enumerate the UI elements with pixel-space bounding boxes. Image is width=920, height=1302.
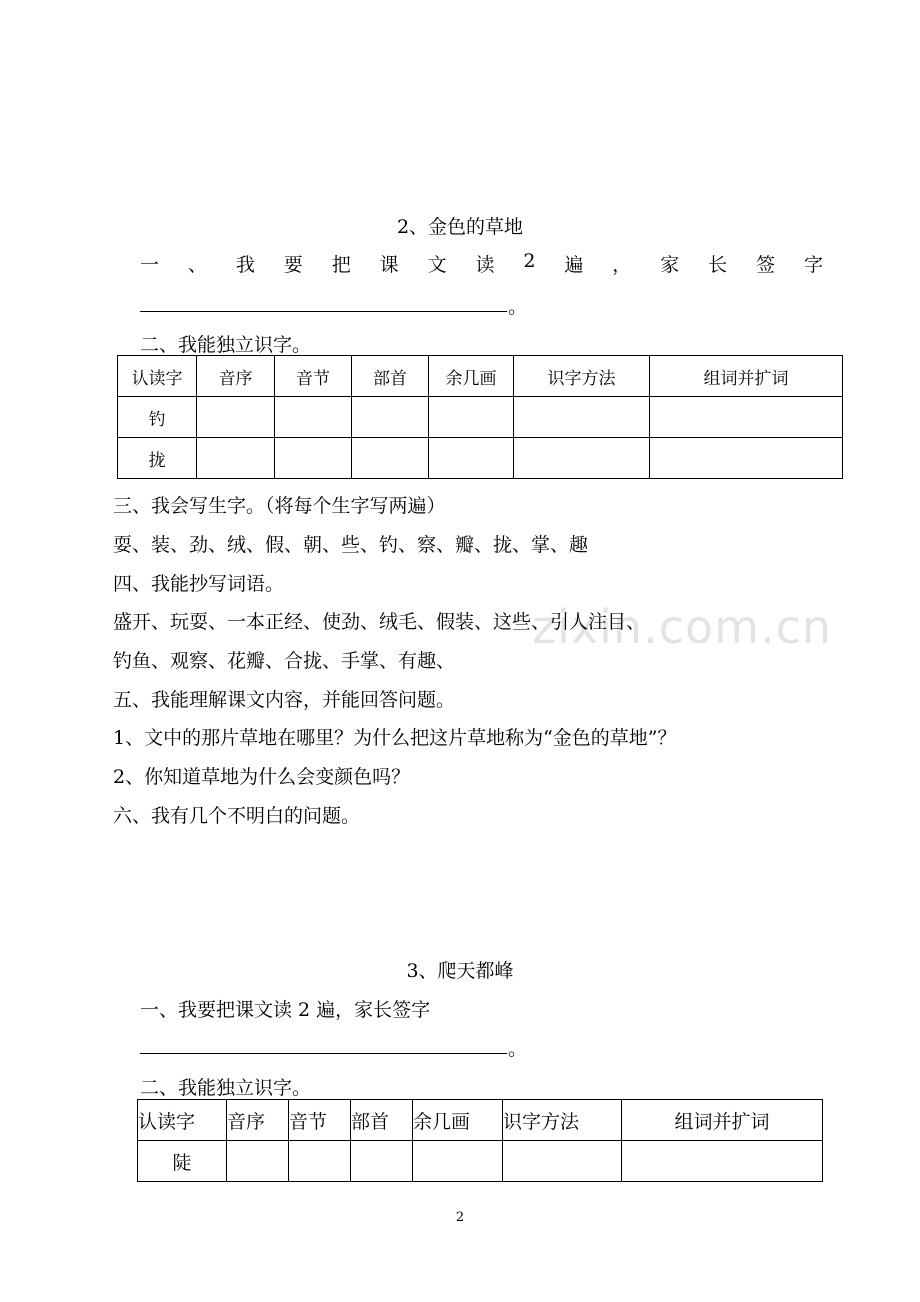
signature-line-end: 。 [508,296,528,318]
table-header: 音序 [227,1100,289,1141]
table-cell[interactable] [514,397,650,438]
lesson2-section4-line2: 钓鱼、观察、花瓣、合拢、手掌、有趣、 [113,650,456,672]
lesson3-section1: 一、我要把课文读 2 遍，家长签字 [140,999,431,1021]
section1-char: 遍 [564,254,584,276]
table-header: 余几画 [429,356,514,397]
section1-char: 长 [708,254,728,276]
table-cell[interactable] [227,1141,289,1182]
table-header: 组词并扩词 [622,1100,823,1141]
table-cell[interactable] [352,438,429,479]
section1-char: 签 [756,254,776,276]
section1-char: 2 [523,250,536,272]
page-number: 2 [455,1210,465,1225]
table-row [138,1141,823,1182]
section1-char: 文 [427,254,447,276]
section1-char: 家 [660,254,680,276]
section1-char: 字 [803,254,823,276]
lesson2-section5-heading: 五、我能理解课文内容，并能回答问题。 [113,689,456,711]
table-cell[interactable] [289,1141,351,1182]
table-row [118,438,843,479]
table-cell[interactable] [275,438,352,479]
table-cell-char: 陡 [138,1141,227,1182]
table-cell[interactable] [650,397,843,438]
lesson2-section1-chars [140,250,823,277]
table-header-row [138,1100,823,1141]
table-cell[interactable] [351,1141,413,1182]
signature-line[interactable] [140,311,507,312]
table-header: 部首 [352,356,429,397]
lesson2-question2: 2、你知道草地为什么会变颜色吗？ [113,766,411,788]
section1-char: 读 [475,254,495,276]
table-row [118,397,843,438]
lesson2-section3-chars: 耍、装、劲、绒、假、朝、些、钓、察、瓣、拢、掌、趣 [113,534,589,556]
table-cell[interactable] [429,438,514,479]
table-header: 部首 [351,1100,413,1141]
table-header: 组词并扩词 [650,356,843,397]
table-cell-char: 拢 [118,438,197,479]
table-cell[interactable] [197,438,275,479]
table-header: 音节 [289,1100,351,1141]
table-cell[interactable] [503,1141,622,1182]
table-cell[interactable] [429,397,514,438]
section1-char: 、 [187,254,207,276]
lesson2-char-table [117,355,843,479]
lesson2-section2-heading: 二、我能独立识字。 [140,334,312,356]
table-header-row [118,356,843,397]
table-header: 识字方法 [514,356,650,397]
table-cell[interactable] [197,397,275,438]
table-header: 音节 [275,356,352,397]
lesson2-section3-heading: 三、我会写生字。（将每个生字写两遍） [113,495,446,517]
lesson3-title: 3、爬天都峰 [406,960,514,982]
table-cell[interactable] [413,1141,503,1182]
table-cell[interactable] [650,438,843,479]
table-header: 认读字 [138,1100,227,1141]
table-header: 音序 [197,356,275,397]
lesson2-section1 [140,250,823,277]
lesson3-section2-heading: 二、我能独立识字。 [140,1077,312,1099]
table-header: 识字方法 [503,1100,622,1141]
table-cell[interactable] [514,438,650,479]
lesson2-title: 2、金色的草地 [396,216,524,238]
section1-char: 我 [235,254,255,276]
signature-line[interactable] [140,1053,507,1054]
section1-char: ， [612,254,632,276]
table-cell[interactable] [275,397,352,438]
section1-char: 把 [331,254,351,276]
lesson2-section4-heading: 四、我能抄写词语。 [113,573,285,595]
table-cell-char: 钓 [118,397,197,438]
section1-char: 课 [379,254,399,276]
lesson2-section4-line1: 盛开、玩耍、一本正经、使劲、绒毛、假装、这些、引人注目、 [113,611,646,633]
lesson3-char-table [137,1099,823,1182]
section1-char: 一 [140,254,160,276]
table-cell[interactable] [622,1141,823,1182]
signature-line-end: 。 [508,1038,528,1060]
section1-char: 要 [283,254,303,276]
lesson2-section6-heading: 六、我有几个不明白的问题。 [113,805,361,827]
table-header: 认读字 [118,356,197,397]
table-cell[interactable] [352,397,429,438]
lesson2-question1: 1、文中的那片草地在哪里？为什么把这片草地称为“金色的草地”？ [113,727,677,749]
table-header: 余几画 [413,1100,503,1141]
watermark: zixin.com.cn [532,600,833,654]
